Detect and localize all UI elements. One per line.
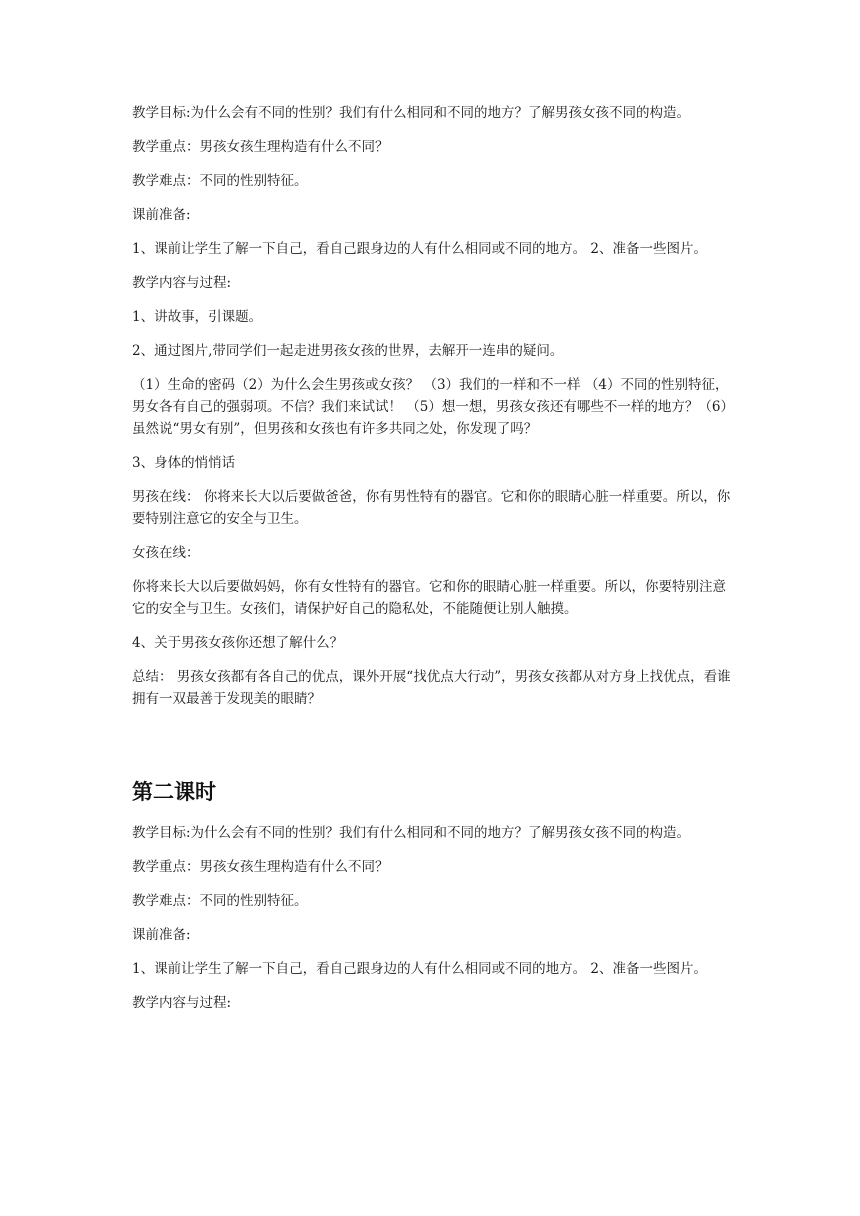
- paragraph-step-1: 1、讲故事，引课题。: [132, 309, 263, 325]
- paragraph-preparation-label-2: 课前准备:: [132, 927, 191, 943]
- paragraph-process-label: 教学内容与过程:: [132, 275, 232, 291]
- section-1: [132, 102, 732, 710]
- paragraph-teaching-focus: 教学重点：男孩女孩生理构造有什么不同？: [132, 139, 389, 155]
- paragraph-teaching-goal-2: 教学目标:为什么会有不同的性别？我们有什么相同和不同的地方？了解男孩女孩不同的构造。: [132, 825, 691, 841]
- section-2: [132, 778, 732, 1014]
- paragraph-preparation-items-2: 1、课前让学生了解一下自己，看自己跟身边的人有什么相同或不同的地方。 2、准备一些图片。: [132, 961, 707, 977]
- paragraph-girls-online-label: 女孩在线：: [132, 545, 200, 561]
- paragraph-step-2-items: （1）生命的密码（2）为什么会生男孩或女孩？ （3）我们的一样和不一样 （4）不同的性别特征，男女各有自己的强弱项。不信？我们来试试！ （5）想一想，男孩女孩还有哪些不一样的地方？（6）虽然说“男女有别”，但男孩和女孩也有许多共同之处，你发现了吗？: [132, 377, 729, 437]
- paragraph-boys-online: 男孩在线： 你将来长大以后要做爸爸，你有男性特有的器官。它和你的眼睛心脏一样重要。所以，你要特别注意它的安全与卫生。: [132, 489, 731, 527]
- paragraph-teaching-focus-2: 教学重点：男孩女孩生理构造有什么不同？: [132, 859, 389, 875]
- paragraph-process-label-2: 教学内容与过程:: [132, 995, 232, 1011]
- paragraph-teaching-difficulty: 教学难点：不同的性别特征。: [132, 173, 308, 189]
- section-spacer: [132, 722, 732, 778]
- paragraph-step-2: 2、通过图片,带同学们一起走进男孩女孩的世界，去解开一连串的疑问。: [132, 343, 564, 359]
- paragraph-teaching-goal: 教学目标:为什么会有不同的性别？我们有什么相同和不同的地方？了解男孩女孩不同的构造。: [132, 105, 691, 121]
- paragraph-summary: 总结： 男孩女孩都有各自己的优点，课外开展“找优点大行动”，男孩女孩都从对方身上找优点，看谁拥有一双最善于发现美的眼睛？: [132, 669, 731, 707]
- section-heading: 第二课时: [132, 780, 216, 804]
- paragraph-girls-online: 你将来长大以后要做妈妈，你有女性特有的器官。它和你的眼睛心脏一样重要。所以，你要特别注意它的安全与卫生。女孩们，请保护好自己的隐私处，不能随便让别人触摸。: [132, 579, 726, 617]
- paragraph-preparation-label: 课前准备:: [132, 207, 191, 223]
- paragraph-step-3: 3、身体的悄悄话: [132, 455, 236, 471]
- paragraph-step-4: 4、关于男孩女孩你还想了解什么？: [132, 635, 344, 651]
- paragraph-preparation-items: 1、课前让学生了解一下自己，看自己跟身边的人有什么相同或不同的地方。 2、准备一些图片。: [132, 241, 707, 257]
- paragraph-teaching-difficulty-2: 教学难点：不同的性别特征。: [132, 893, 308, 909]
